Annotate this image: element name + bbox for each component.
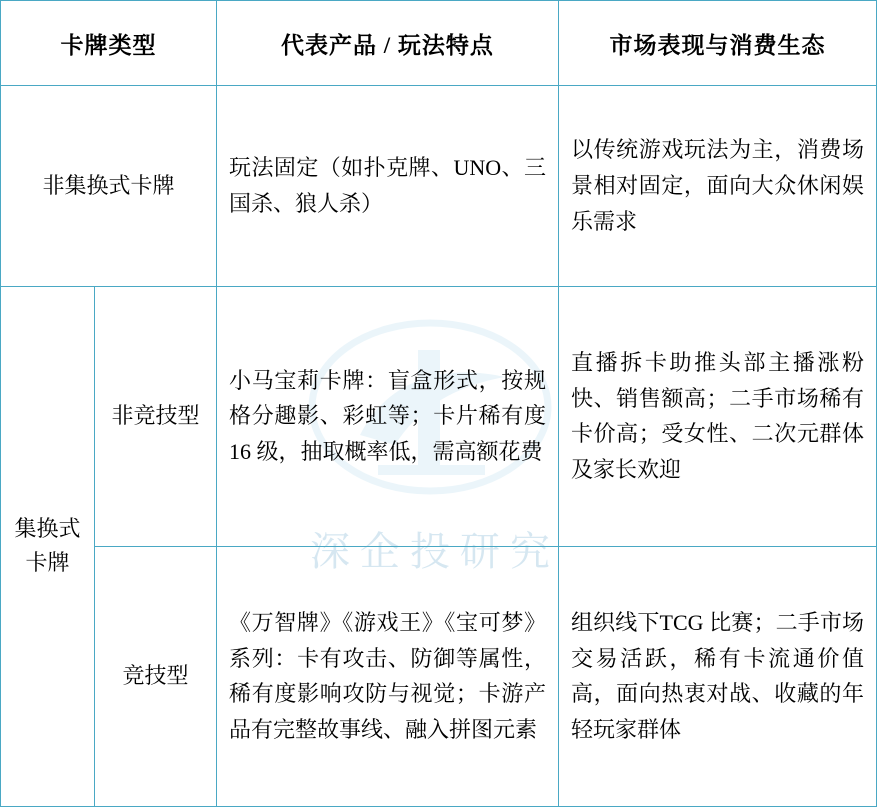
cell-category-non-trading: 非集换式卡牌 (1, 86, 217, 287)
table-header-row (1, 1, 877, 86)
column-header-market: 市场表现与消费生态 (559, 1, 877, 86)
cell-product-non-competitive: 小马宝莉卡牌：盲盒形式，按规格分趣影、彩虹等；卡片稀有度 16 级，抽取概率低，需高额花费 (217, 286, 559, 546)
table-row (1, 286, 877, 546)
cell-subcategory-non-competitive: 非竞技型 (95, 286, 217, 546)
column-header-product: 代表产品 / 玩法特点 (217, 1, 559, 86)
cell-market-non-competitive: 直播拆卡助推头部主播涨粉快、销售额高；二手市场稀有卡价高；受女性、二次元群体及家长欢迎 (559, 286, 877, 546)
cell-market-non-trading: 以传统游戏玩法为主，消费场景相对固定，面向大众休闲娱乐需求 (559, 86, 877, 287)
cell-category-trading: 集换式卡牌 (1, 286, 95, 806)
cell-product-competitive: 《万智牌》《游戏王》《宝可梦》系列：卡有攻击、防御等属性，稀有度影响攻防与视觉；卡游产品有完整故事线、融入拼图元素 (217, 546, 559, 806)
table-row (1, 546, 877, 806)
cell-subcategory-competitive: 竞技型 (95, 546, 217, 806)
cell-market-competitive: 组织线下TCG 比赛；二手市场交易活跃，稀有卡流通价值高，面向热衷对战、收藏的年轻玩家群体 (559, 546, 877, 806)
table-row (1, 86, 877, 287)
column-header-card-type: 卡牌类型 (1, 1, 217, 86)
watermark-text: 深企投研究 (310, 529, 560, 574)
cell-product-non-trading: 玩法固定（如扑克牌、UNO、三国杀、狼人杀） (217, 86, 559, 287)
